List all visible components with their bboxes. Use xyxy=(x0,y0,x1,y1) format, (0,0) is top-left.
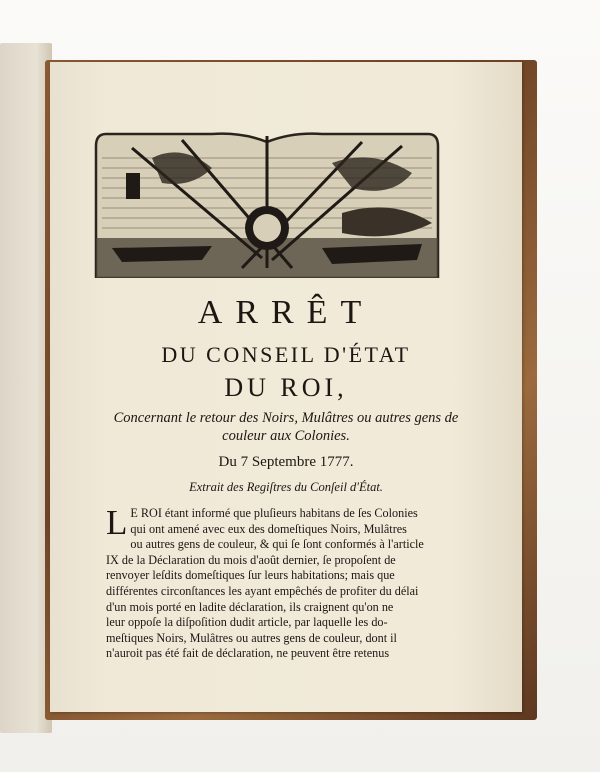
document-date: Du 7 Septembre 1777. xyxy=(218,454,354,470)
title-du-roi: DU ROI, xyxy=(224,373,348,402)
body-line: meſtiques Noirs, Mulâtres ou autres gens de couleur, dont il xyxy=(106,630,397,645)
body-line: leur oppoſe la diſpoſition dudit article, par laquelle les do- xyxy=(106,615,388,630)
body-line: ou autres gens de couleur, & qui ſe ſont conformés à l'article xyxy=(130,537,424,552)
engraved-headpiece xyxy=(92,128,442,278)
body-line: n'auroit pas été fait de déclaration, ne peuvent être retenus xyxy=(106,646,390,661)
drop-cap-letter: L xyxy=(106,503,128,542)
document-page xyxy=(50,62,522,712)
body-paragraph xyxy=(106,503,466,662)
body-line: différentes circonſtances les ayant empêchés de profiter du délai xyxy=(106,583,419,598)
title-arret: ARRÊT xyxy=(197,294,375,331)
body-line: qui ont amené avec eux des domeſtiques Noirs, Mulâtres xyxy=(130,521,407,536)
document-subtitle: Concernant le retour des Noirs, Mulâtres ou autres gens de couleur aux Colonies. xyxy=(113,410,459,444)
title-conseil-etat: DU CONSEIL D'ÉTAT xyxy=(161,342,411,367)
body-line: E ROI étant informé que pluſieurs habitans de ſes Colonies xyxy=(130,506,418,520)
body-line: IX de la Déclaration du mois d'août dernier, ſe propoſent de xyxy=(106,552,396,567)
body-line: d'un mois porté en ladite déclaration, ils craignent qu'on ne xyxy=(106,599,394,614)
registry-extract-line: Extrait des Regiſtres du Conſeil d'État. xyxy=(189,480,383,494)
body-line: renvoyer leſdits domeſtiques ſur leurs habitations; mais que xyxy=(106,568,395,583)
